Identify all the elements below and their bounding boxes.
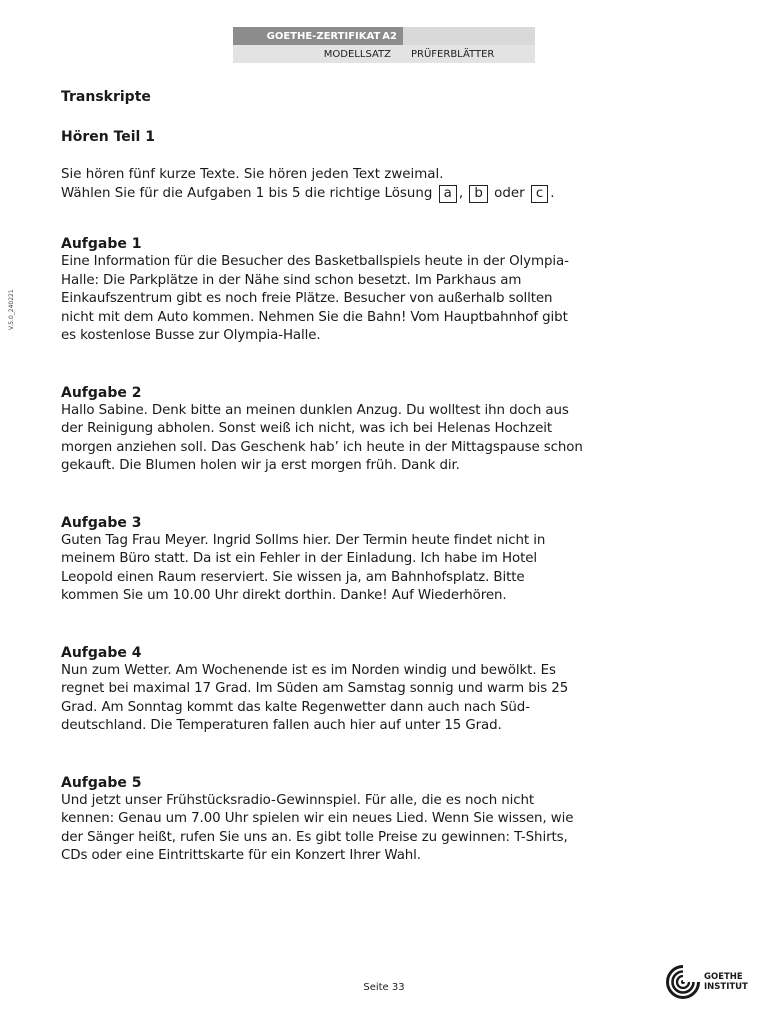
- task-text-line: nicht mit dem Auto kommen. Nehmen Sie die Bahn! Vom Hauptbahnhof gibt: [61, 309, 568, 325]
- prueferblaetter-label: PRÜFERBLÄTTER: [411, 48, 495, 60]
- task-block: [61, 774, 606, 866]
- option-a-box: a: [439, 185, 457, 203]
- header-blank-cell: [403, 27, 535, 45]
- option-c-box: c: [531, 185, 548, 203]
- task-text-line: Grad. Am Sonntag kommt das kalte Regenwetter dann auch nach Süd-: [61, 699, 530, 715]
- task-text-line: meinem Büro statt. Da ist ein Fehler in der Einladung. Ich habe im Hotel: [61, 551, 537, 566]
- section-title: Hören Teil 1: [61, 129, 155, 145]
- task-text-line: Hallo Sabine. Denk bitte an meinen dunklen Anzug. Du wolltest ihn doch aus: [61, 402, 569, 418]
- certificate-label: [233, 27, 403, 45]
- task-text-line: Eine Information für die Besucher des Basketballspiels heute in der Olympia-: [61, 254, 569, 269]
- task-block: [61, 644, 606, 736]
- task-text-line: kommen Sie um 10.00 Uhr direkt dorthin. Danke! Auf Wiederhören.: [61, 588, 507, 603]
- certificate-name: GOETHE-ZERTIFIKAT: [266, 30, 381, 42]
- page-title: Transkripte: [61, 89, 151, 105]
- task-text-line: Guten Tag Frau Meyer. Ingrid Sollms hier. Der Termin heute findet nicht in: [61, 532, 546, 548]
- task-text-line: Einkaufszentrum gibt es noch freie Plätze. Besucher von außerhalb sollten: [61, 291, 553, 306]
- goethe-institut-logo: [666, 965, 756, 1001]
- task-text-line: CDs oder eine Eintrittskarte für ein Konzert Ihrer Wahl.: [61, 848, 421, 863]
- certificate-level: A2: [382, 30, 397, 42]
- instruction-line-2: Wählen Sie für die Aufgaben 1 bis 5 die richtige Lösung a , b oder c .: [61, 186, 555, 201]
- task-text-line: Halle: Die Parkplätze in der Nähe sind schon besetzt. Im Parkhaus am: [61, 272, 522, 288]
- logo-line-2: INSTITUT: [704, 982, 748, 992]
- task-heading: Aufgabe 2: [61, 384, 142, 401]
- task-heading: Aufgabe 3: [61, 514, 142, 531]
- instructions: [61, 165, 606, 203]
- goethe-institut-logo-icon: [666, 965, 700, 999]
- page-number: Seite 33: [363, 982, 405, 993]
- logo-line-1: GOETHE: [704, 972, 743, 982]
- task-text-line: Leopold einen Raum reserviert. Sie wissen ja, am Bahnhofsplatz. Bitte: [61, 569, 525, 585]
- task-heading: Aufgabe 5: [61, 774, 142, 791]
- task-block: [61, 384, 606, 476]
- task-text-line: morgen anziehen soll. Das Geschenk hab’ ich heute in der Mittagspause schon: [61, 439, 583, 455]
- version-marker: V.5.0_240221: [8, 289, 15, 330]
- instruction-line-1: Sie hören fünf kurze Texte. Sie hören jeden Text zweimal.: [61, 167, 444, 182]
- task-block: [61, 235, 606, 346]
- task-text-line: gekauft. Die Blumen holen wir ja erst morgen früh. Dank dir.: [61, 458, 460, 473]
- task-text-line: Und jetzt unser Frühstücksradio-Gewinnspiel. Für alle, die es noch nicht: [61, 792, 535, 808]
- task-text-line: es kostenlose Busse zur Olympia-Halle.: [61, 328, 321, 343]
- option-b-box: b: [469, 185, 488, 203]
- task-block: [61, 514, 606, 606]
- task-heading: Aufgabe 1: [61, 236, 142, 252]
- task-text-line: regnet bei maximal 17 Grad. Im Süden am Samstag sonnig und warm bis 25: [61, 681, 569, 696]
- task-text-line: der Reinigung abholen. Sonst weiß ich nicht, was ich bei Helenas Hochzeit: [61, 421, 553, 436]
- task-list: [61, 235, 606, 866]
- task-text-line: der Sänger heißt, rufen Sie uns an. Es gibt tolle Preise zu gewinnen: T-Shirts,: [61, 829, 568, 845]
- document-header: [233, 27, 535, 63]
- task-heading: Aufgabe 4: [61, 644, 142, 661]
- task-text-line: deutschland. Die Temperaturen fallen auch hier auf unter 15 Grad.: [61, 718, 502, 733]
- modellsatz-label: MODELLSATZ: [323, 48, 391, 60]
- task-text-line: Nun zum Wetter. Am Wochenende ist es im Norden windig und bewölkt. Es: [61, 662, 556, 678]
- task-text-line: kennen: Genau um 7.00 Uhr spielen wir ein neues Lied. Wenn Sie wissen, wie: [61, 811, 574, 826]
- main-content: [61, 87, 606, 904]
